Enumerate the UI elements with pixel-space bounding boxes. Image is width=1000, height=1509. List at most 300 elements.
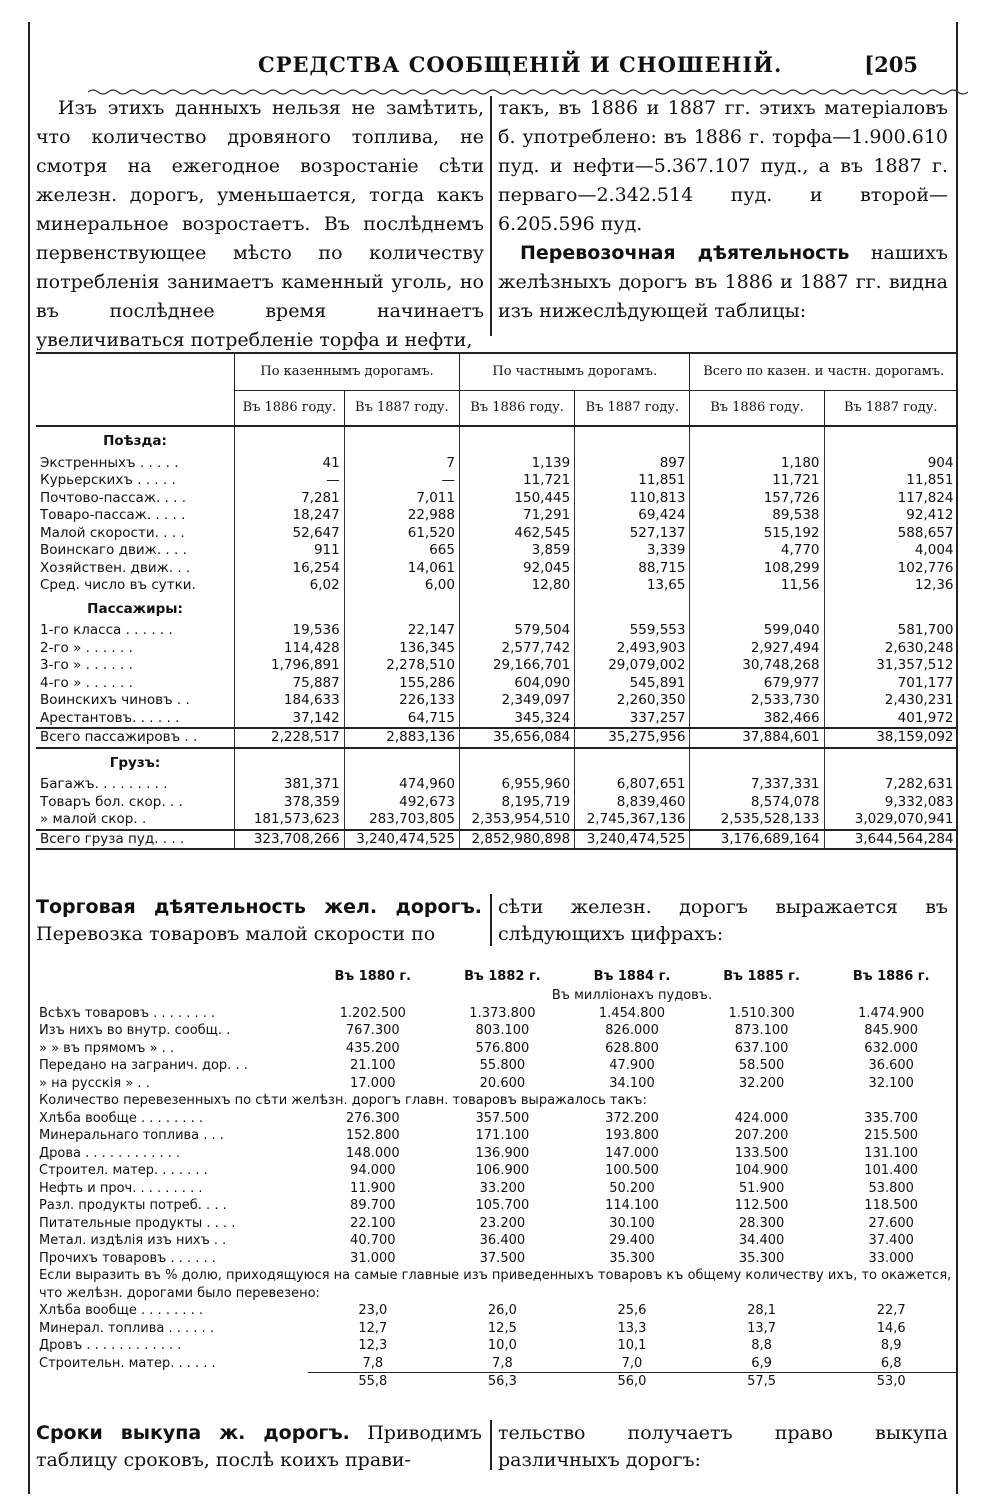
table-cell: 559,553: [575, 622, 690, 640]
table-cell: 27.600: [868, 1215, 914, 1231]
trade-heading: Торговая дѣятельность жел. дорогъ.: [36, 896, 482, 918]
table-cell: 41: [235, 455, 345, 473]
table-cell: 6,807,651: [575, 776, 690, 794]
table-cell: 335.700: [864, 1110, 919, 1126]
table-cell: 52,647: [235, 525, 345, 543]
table-cell: [690, 748, 824, 777]
year-header: Въ 1887 году.: [824, 391, 957, 427]
table-cell: 11,851: [824, 472, 957, 490]
total-cell: 53,0: [826, 1373, 956, 1391]
redemption-left-text: Приводимъ таблицу сроковъ, послѣ коихъ прави-: [36, 1422, 482, 1471]
totals-row: [36, 1373, 956, 1391]
table-cell: 20.600: [479, 1075, 526, 1091]
table-cell: 381,371: [235, 776, 345, 794]
table-cell: [459, 426, 574, 455]
table-cell: 12,80: [459, 577, 574, 595]
table-row: [36, 542, 958, 560]
table-cell: 32.200: [738, 1075, 785, 1091]
row-label: Строител. матер. . . . . . .: [39, 1163, 208, 1178]
table-row: [36, 1320, 956, 1338]
trade-unit-row: [36, 987, 956, 1005]
table-cell: 2,577,742: [459, 640, 574, 658]
row-label: Передано на загранич. дор. . .: [39, 1058, 248, 1073]
table-cell: 69,424: [575, 507, 690, 525]
row-label: Арестантовъ. . . . . .: [40, 709, 180, 726]
table-cell: 14,061: [344, 560, 459, 578]
table-cell: 114.100: [605, 1198, 659, 1213]
table-cell: 3,029,070,941: [824, 811, 957, 830]
table-cell: 114,428: [235, 640, 345, 658]
table-cell: 424.000: [734, 1110, 789, 1126]
row-label: Малой скорости. . . .: [40, 524, 185, 541]
table-cell: 136.900: [475, 1145, 530, 1161]
table-cell: 37,884,601: [690, 728, 824, 748]
table-row: [36, 1250, 956, 1268]
note-text: Количество перевезенныхъ по сѣти желѣзн. дорогъ главн. товаровъ выражалось такъ:: [39, 1093, 647, 1108]
redemption-right-column: [498, 1420, 948, 1474]
table-cell: 6,8: [880, 1355, 902, 1371]
table-cell: 2,260,350: [575, 692, 690, 710]
table-cell: 10,1: [617, 1338, 647, 1353]
table-cell: 150,445: [459, 490, 574, 508]
row-label: [36, 1373, 308, 1391]
table-cell: 11,56: [690, 577, 824, 595]
table-row: [36, 1162, 956, 1180]
table-cell: 33.200: [479, 1180, 526, 1196]
table-cell: 8,574,078: [690, 794, 824, 812]
table-cell: 22,7: [876, 1303, 906, 1318]
year-header: Въ 1887 году.: [344, 391, 459, 427]
row-label: Всего пассажировъ . .: [36, 728, 235, 748]
table-cell: [690, 426, 824, 455]
table-row: [36, 1215, 956, 1233]
year-header: Въ 1886 году.: [690, 391, 824, 427]
redemption-left-column: [36, 1420, 482, 1474]
table-row: [36, 776, 958, 794]
table-row: [36, 657, 958, 675]
table-cell: 2,353,954,510: [459, 811, 574, 830]
table-cell: 7,337,331: [690, 776, 824, 794]
table-cell: 6,02: [235, 577, 345, 595]
table-cell: [235, 748, 345, 777]
table-cell: 40.700: [350, 1233, 396, 1248]
table-row: [36, 525, 958, 543]
row-label: Разл. продукты потреб. . . .: [39, 1198, 227, 1213]
table-cell: —: [235, 472, 345, 490]
table-cell: 12,5: [487, 1320, 517, 1336]
table-cell: 462,545: [459, 525, 574, 543]
table-cell: 71,291: [459, 507, 574, 525]
table-cell: 1.454.800: [598, 1005, 666, 1021]
table-cell: 47.900: [609, 1058, 655, 1073]
row-label: 1-го класса . . . . . .: [40, 622, 173, 638]
table-cell: 37,142: [235, 710, 345, 729]
row-label: » на русскія » . .: [39, 1075, 150, 1091]
table-cell: 2,430,231: [824, 692, 957, 710]
section-title: Пассажиры:: [87, 600, 183, 617]
row-label: Хлѣба вообще . . . . . . . .: [39, 1303, 204, 1318]
table-cell: 29.400: [609, 1233, 655, 1248]
table-cell: 9,332,083: [824, 794, 957, 812]
table-row: [36, 560, 958, 578]
table-cell: 7,8: [362, 1355, 384, 1371]
table-cell: 8,9: [880, 1338, 902, 1353]
table-cell: 55.800: [479, 1058, 526, 1073]
left-border: [28, 22, 30, 1494]
row-label: Метал. издѣлія изъ нихъ . .: [39, 1233, 227, 1248]
table-row: [36, 692, 958, 710]
table-cell: 29,079,002: [575, 657, 690, 675]
table-cell: 50.200: [609, 1180, 655, 1196]
table-cell: 588,657: [824, 525, 957, 543]
row-label: Минеральнаго топлива . . .: [39, 1128, 224, 1143]
table-cell: 911: [235, 542, 345, 560]
table-row: [36, 830, 958, 850]
table-cell: 665: [344, 542, 459, 560]
table-cell: 4,770: [690, 542, 824, 560]
table-cell: [575, 595, 690, 623]
table-cell: 337,257: [575, 710, 690, 729]
table-cell: 527,137: [575, 525, 690, 543]
table-cell: 6,955,960: [459, 776, 574, 794]
row-label: Дровъ . . . . . . . . . . . .: [39, 1338, 182, 1353]
table-row: [36, 1232, 956, 1250]
page-header: [28, 52, 958, 82]
table-cell: 61,520: [344, 525, 459, 543]
row-label: Товаръ бол. скор. . .: [40, 793, 183, 810]
table-cell: 11.900: [350, 1180, 396, 1196]
row-label: Хозяйствен. движ. . .: [40, 559, 191, 576]
table-row: [36, 1022, 956, 1040]
table-cell: 3,176,689,164: [690, 830, 824, 850]
table-row: [36, 490, 958, 508]
table-row: [36, 507, 958, 525]
table-cell: 378,359: [235, 794, 345, 812]
table-cell: 345,324: [459, 710, 574, 729]
table-cell: 8,839,460: [575, 794, 690, 812]
table-cell: [459, 748, 574, 777]
year-header: Въ 1887 году.: [575, 391, 690, 427]
group-header: По казеннымъ дорогамъ.: [235, 353, 460, 391]
row-label: Воинскаго движ. . . .: [40, 542, 187, 558]
trade-year-header: Въ 1885 г.: [723, 969, 800, 984]
intro-left-column: [36, 94, 484, 355]
table-cell: 92,045: [459, 560, 574, 578]
table-row: [36, 640, 958, 658]
table-cell: 7,281: [235, 490, 345, 508]
table-row: [36, 794, 958, 812]
table-cell: 11,851: [575, 472, 690, 490]
section-row: [36, 748, 958, 777]
table-cell: 7: [344, 455, 459, 473]
row-label: Прочихъ товаровъ . . . . . .: [39, 1250, 216, 1266]
table-cell: 29,166,701: [459, 657, 574, 675]
row-label: Строительн. матер. . . . . .: [39, 1355, 216, 1371]
table-cell: 215.500: [864, 1128, 919, 1143]
table-cell: 33.000: [868, 1250, 914, 1266]
note-row: [36, 1267, 956, 1302]
row-label: Багажъ. . . . . . . . .: [40, 776, 168, 792]
page-title: СРЕДСТВА СООБЩЕНІЙ И СНОШЕНІЙ.: [258, 52, 783, 77]
table-row: [36, 675, 958, 693]
row-label: Почтово-пассаж. . . .: [40, 489, 187, 506]
table-cell: 3,644,564,284: [824, 830, 957, 850]
row-label: Изъ нихъ во внутр. сообщ. .: [39, 1023, 231, 1038]
table-cell: 31,357,512: [824, 657, 957, 675]
table-cell: 12,3: [358, 1338, 388, 1353]
table-cell: 118.500: [864, 1198, 919, 1213]
intro-right-bold: Перевозочная дѣятельность: [520, 242, 850, 264]
table-cell: 873.100: [734, 1023, 789, 1038]
table-cell: 108,299: [690, 560, 824, 578]
table-cell: 131.100: [864, 1145, 919, 1161]
table-row: [36, 1110, 956, 1128]
table-cell: 30.100: [609, 1215, 655, 1231]
table-cell: 32.100: [868, 1075, 914, 1091]
table-cell: 679,977: [690, 675, 824, 693]
table-cell: 110,813: [575, 490, 690, 508]
table-cell: 803.100: [475, 1023, 530, 1038]
table-cell: 7,282,631: [824, 776, 957, 794]
table-cell: 100.500: [605, 1163, 659, 1178]
table-cell: 51.900: [738, 1180, 785, 1196]
row-label: Сред. число въ сутки.: [40, 577, 196, 593]
table-cell: 276.300: [345, 1110, 400, 1126]
table-cell: 35.300: [738, 1250, 785, 1266]
table-cell: 25,6: [617, 1303, 647, 1318]
table-cell: 36.600: [868, 1058, 914, 1073]
redemption-heading: Сроки выкупа ж. дорогъ.: [36, 1422, 350, 1444]
intro-right-text-2: нашихъ желѣзныхъ дорогъ въ 1886 и 1887 гг. видна изъ нижеслѣдующей таблицы:: [498, 242, 948, 322]
table-cell: 7,011: [344, 490, 459, 508]
table-cell: 14,6: [876, 1320, 906, 1336]
table-cell: 492,673: [344, 794, 459, 812]
table-cell: 1,139: [459, 455, 574, 473]
total-cell: 55,8: [308, 1373, 438, 1391]
row-label: » » въ прямомъ » . .: [39, 1040, 175, 1056]
table-cell: 767.300: [345, 1023, 400, 1038]
table-cell: [235, 426, 345, 455]
row-label: Питательные продукты . . . .: [39, 1215, 236, 1231]
table-cell: 628.800: [605, 1040, 659, 1056]
table-cell: [344, 426, 459, 455]
table-cell: 207.200: [734, 1128, 789, 1143]
trade-year-row: [36, 967, 956, 987]
table-cell: 382,466: [690, 710, 824, 729]
note-row: [36, 1092, 956, 1110]
table-cell: 152.800: [345, 1128, 400, 1143]
trade-year-header: Въ 1882 г.: [464, 969, 541, 984]
table-cell: 12,36: [824, 577, 957, 595]
table-cell: 53.800: [868, 1180, 914, 1196]
table-row: [36, 472, 958, 490]
table-cell: 474,960: [344, 776, 459, 794]
table-row: [36, 710, 958, 729]
table-row: [36, 577, 958, 595]
table-cell: 515,192: [690, 525, 824, 543]
table-cell: 75,887: [235, 675, 345, 693]
table-cell: 1.510.300: [728, 1005, 795, 1021]
table-row: [36, 1005, 956, 1023]
column-divider-3: [490, 1420, 492, 1470]
table-cell: 38,159,092: [824, 728, 957, 748]
trade-year-header: Въ 1884 г.: [593, 969, 671, 984]
table-cell: 8,195,719: [459, 794, 574, 812]
table-cell: 897: [575, 455, 690, 473]
year-header-row: [36, 391, 958, 427]
table-cell: 11,721: [690, 472, 824, 490]
table-cell: 7,0: [621, 1355, 643, 1371]
table-cell: 31.000: [350, 1250, 396, 1266]
table-cell: [824, 426, 957, 455]
table-cell: 28,1: [747, 1303, 777, 1318]
table-cell: 21.100: [350, 1058, 396, 1073]
row-label: Минерал. топлива . . . . . .: [39, 1320, 214, 1336]
table-cell: 104.900: [734, 1163, 789, 1178]
row-label: Всѣхъ товаровъ . . . . . . . .: [39, 1005, 216, 1021]
table-row: [36, 455, 958, 473]
table-row: [36, 1355, 956, 1373]
table-cell: 105.700: [475, 1198, 530, 1213]
table-cell: 37.500: [479, 1250, 526, 1266]
table-cell: 599,040: [690, 622, 824, 640]
table-cell: 1.474.900: [858, 1005, 925, 1021]
trade-table: [36, 967, 956, 1391]
table-cell: 10,0: [487, 1338, 517, 1353]
table-cell: 283,703,805: [344, 811, 459, 830]
table-row: [36, 622, 958, 640]
table-cell: 3,240,474,525: [575, 830, 690, 850]
table-cell: 102,776: [824, 560, 957, 578]
row-label: Всего груза пуд. . . .: [36, 830, 235, 850]
trade-right-column: [498, 894, 948, 948]
table-cell: 357.500: [475, 1110, 530, 1126]
table-cell: 545,891: [575, 675, 690, 693]
table-cell: 26,0: [487, 1303, 517, 1318]
table-row: [36, 728, 958, 748]
table-cell: 323,708,266: [235, 830, 345, 850]
table-cell: [344, 595, 459, 623]
intro-left-text: Изъ этихъ данныхъ нельзя не замѣтить, что количество дровяного топлива, не смотря на ежегодное возростаніе сѣти железн. дорогъ, уменьшается, тогда какъ минеральное возростаетъ. Въ послѣднемъ первенствующее мѣсто по количеству потребленія занимаетъ каменный уголь, но въ послѣднее время начинаетъ увеличиваться потребленіе торфа и нефти,: [36, 97, 484, 351]
table-cell: 94.000: [350, 1163, 396, 1178]
trade-table-body: [36, 1005, 956, 1391]
table-cell: 17.000: [350, 1075, 396, 1091]
column-divider-2: [490, 894, 492, 946]
year-header: Въ 1886 году.: [459, 391, 574, 427]
table-cell: 8,8: [751, 1338, 772, 1353]
table-cell: 226,133: [344, 692, 459, 710]
trade-right-text: сѣти железн. дорогъ выражается въ слѣдующихъ цифрахъ:: [498, 896, 948, 945]
table-cell: 6,00: [344, 577, 459, 595]
table-cell: 3,240,474,525: [344, 830, 459, 850]
row-label: 3-го » . . . . . .: [40, 657, 133, 673]
trade-left-column: [36, 894, 482, 948]
table-cell: 579,504: [459, 622, 574, 640]
table-cell: 2,745,367,136: [575, 811, 690, 830]
group-header-row: [36, 353, 958, 391]
redemption-right-text: тельство получаетъ право выкупа различныхъ дорогъ:: [498, 1422, 948, 1471]
table-cell: 576.800: [475, 1040, 530, 1056]
table-cell: [459, 595, 574, 623]
row-label: 2-го » . . . . . .: [40, 639, 133, 656]
table-cell: 372.200: [605, 1110, 659, 1126]
table-cell: 2,228,517: [235, 728, 345, 748]
table-cell: [824, 748, 957, 777]
table-cell: 37.400: [868, 1233, 914, 1248]
table-cell: 2,533,730: [690, 692, 824, 710]
table-cell: 58.500: [738, 1058, 785, 1073]
table-cell: 16,254: [235, 560, 345, 578]
table-cell: 2,493,903: [575, 640, 690, 658]
table-cell: 92,412: [824, 507, 957, 525]
table-cell: 637.100: [734, 1040, 789, 1056]
row-label: Нефть и проч. . . . . . . . .: [39, 1180, 203, 1196]
table-cell: 1.373.800: [469, 1005, 536, 1021]
traffic-table-body: [36, 426, 958, 849]
table-cell: 2,883,136: [344, 728, 459, 748]
table-cell: 6,9: [751, 1355, 772, 1371]
row-label: Хлѣба вообще . . . . . . . .: [39, 1110, 204, 1126]
table-cell: [690, 595, 824, 623]
table-cell: 19,536: [235, 622, 345, 640]
table-cell: 147.000: [605, 1145, 659, 1161]
table-cell: 401,972: [824, 710, 957, 729]
column-divider: [490, 96, 492, 336]
row-label: Экстренныхъ . . . . .: [40, 454, 179, 471]
table-cell: 13,3: [617, 1320, 647, 1336]
row-label: Товаро-пассаж. . . . .: [40, 507, 186, 523]
group-header: По частнымъ дорогамъ.: [459, 353, 690, 391]
table-row: [36, 811, 958, 830]
section-row: [36, 426, 958, 455]
table-cell: 88,715: [575, 560, 690, 578]
table-cell: 1.202.500: [339, 1005, 406, 1021]
table-cell: 34.100: [609, 1075, 655, 1091]
table-cell: 13,7: [747, 1320, 777, 1336]
table-cell: 193.800: [605, 1128, 659, 1143]
total-cell: 57,5: [697, 1373, 827, 1391]
traffic-table: [36, 352, 958, 850]
total-cell: 56,0: [567, 1373, 697, 1391]
table-cell: 22,988: [344, 507, 459, 525]
table-cell: 136,345: [344, 640, 459, 658]
table-row: [36, 1127, 956, 1145]
table-cell: 171.100: [475, 1128, 530, 1143]
table-cell: 581,700: [824, 622, 957, 640]
table-cell: 23,0: [358, 1303, 388, 1318]
table-cell: 2,535,528,133: [690, 811, 824, 830]
table-cell: 23.200: [479, 1215, 526, 1231]
table-cell: 22,147: [344, 622, 459, 640]
table-cell: 604,090: [459, 675, 574, 693]
total-cell: 56,3: [438, 1373, 568, 1391]
table-cell: [344, 748, 459, 777]
table-cell: 2,927,494: [690, 640, 824, 658]
table-cell: 28.300: [738, 1215, 785, 1231]
table-row: [36, 1040, 956, 1058]
table-cell: [575, 748, 690, 777]
table-row: [36, 1180, 956, 1198]
table-cell: 435.200: [345, 1040, 400, 1056]
table-row: [36, 1337, 956, 1355]
table-cell: [235, 595, 345, 623]
table-cell: 904: [824, 455, 957, 473]
table-cell: 2,630,248: [824, 640, 957, 658]
section-row: [36, 595, 958, 623]
intro-right-column: [498, 94, 948, 326]
note-text: Если выразить въ % долю, приходящуюся на самые главные изъ приведенныхъ товаровъ къ общему количеству ихъ, то окажется, что желѣзн. дорогами было перевезено:: [39, 1268, 952, 1301]
group-header: Всего по казен. и частн. дорогамъ.: [690, 353, 958, 391]
